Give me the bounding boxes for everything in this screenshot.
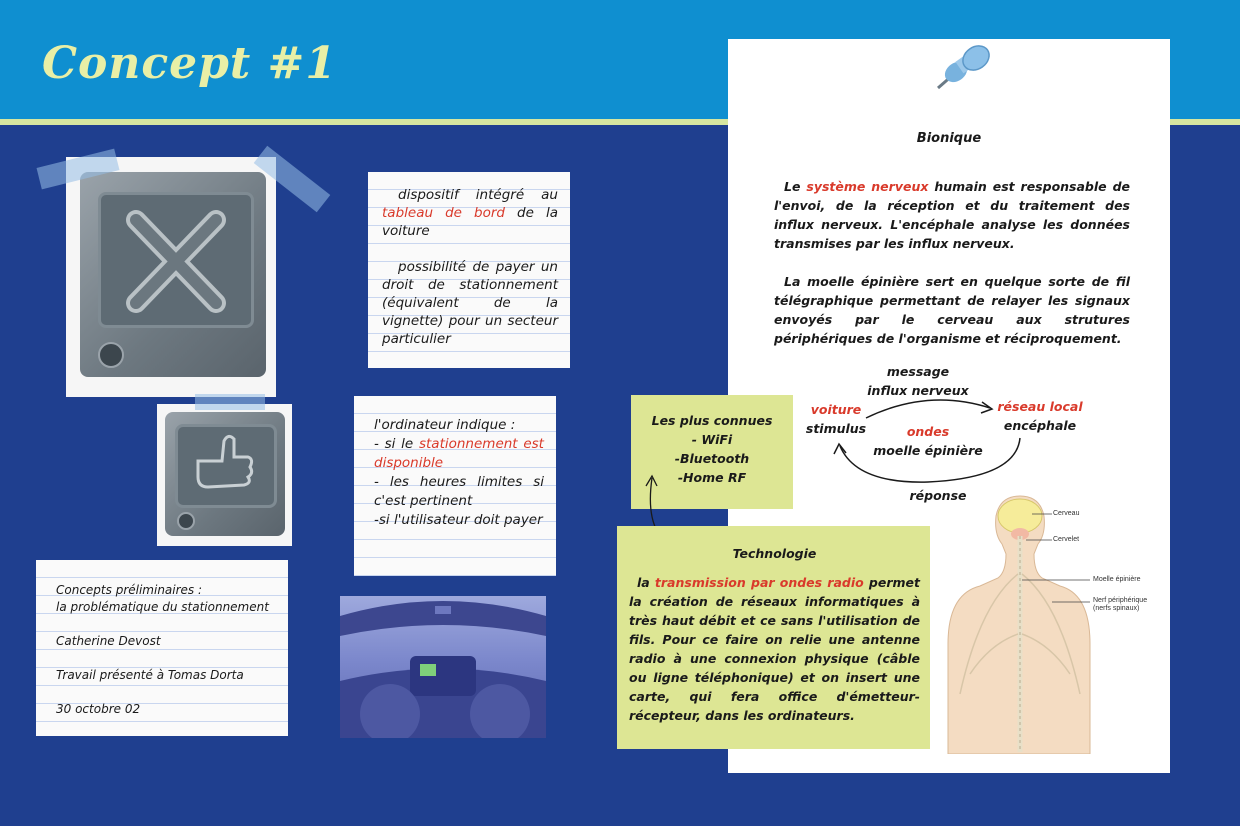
known-title: Les plus connues xyxy=(651,413,773,428)
label-cerveau: Cerveau xyxy=(1053,510,1080,517)
credits-date: 30 octobre 02 xyxy=(56,702,141,716)
diagram-stimulus: stimulus xyxy=(805,421,867,436)
tape-small xyxy=(195,394,265,410)
thumbs-up-icon xyxy=(178,427,274,505)
diagram-middle-node xyxy=(868,422,988,460)
push-pin-icon xyxy=(932,42,992,94)
dashboard-note-p2: possibilité de payer un droit de stationnement (équivalent de la vignette) pour un secteur particulier xyxy=(382,259,558,347)
device-screen-small xyxy=(175,424,277,508)
label-moelle: Moelle épinière xyxy=(1093,576,1141,583)
technologie-text: la transmission par ondes radio permet la création de réseaux informatiques à très haut débit et ce sans l'utilisation de fils. Pour ce faire on relie une antenne radio à une connexion physique (câble ou ligne téléphonique) et on insert une carte, qui fera office d'émetteur-récepteur, dans les ordinateurs. xyxy=(629,575,921,723)
credits-l2: la problématique du stationnement xyxy=(56,600,269,614)
device-button-small xyxy=(177,512,195,530)
x-mark-icon xyxy=(101,195,251,325)
diagram-moelle: moelle épinière xyxy=(873,443,983,458)
known-item-bluetooth: -Bluetooth xyxy=(674,451,750,466)
device-x-card xyxy=(66,157,276,397)
credits-l1: Concepts préliminaires : xyxy=(56,583,203,597)
bionique-p2: La moelle épinière sert en quelque sorte de fil télégraphique permettant de relayer les signaux envoyés par le cerveau aux strutures périphériques de l'organisme et réciproquement. xyxy=(774,274,1130,346)
diagram-right-node xyxy=(980,397,1100,435)
credits-presented: Travail présenté à Tomas Dorta xyxy=(56,668,244,682)
device-button xyxy=(98,342,124,368)
diagram-ondes: ondes xyxy=(906,424,950,439)
known-item-homerf: -Home RF xyxy=(677,470,747,485)
technologie-note xyxy=(617,526,930,749)
page-title: Concept #1 xyxy=(42,38,338,89)
computer-note-l3: -si l'utilisateur doit payer xyxy=(374,512,543,528)
credits-author: Catherine Devost xyxy=(56,634,161,648)
technologie-heading: Technologie xyxy=(732,546,817,561)
diagram-influx: influx nerveux xyxy=(867,383,969,398)
label-nerf xyxy=(1093,597,1147,613)
diagram-voiture: voiture xyxy=(810,402,862,417)
device-screen xyxy=(98,192,254,328)
bionique-heading: Bionique xyxy=(916,131,982,146)
computer-note-l2: - les heures limites si c'est pertinent xyxy=(374,474,544,509)
anatomy-illustration xyxy=(940,494,1165,754)
dashboard-note xyxy=(368,172,570,368)
label-nerf-2: (nerfs spinaux) xyxy=(1093,605,1140,612)
diagram-message: message xyxy=(886,364,950,379)
car-interior-photo xyxy=(340,596,546,738)
diagram-reseau: réseau local xyxy=(997,399,1083,414)
diagram-reponse: réponse xyxy=(909,488,967,503)
computer-note-intro: l'ordinateur indique : xyxy=(374,417,516,433)
bionique-text xyxy=(774,177,1130,348)
known-item-wifi: - WiFi xyxy=(691,432,733,447)
bionique-p1: Le système nerveux humain est responsable de l'envoi, de la réception et du traitement des influx nerveux. L'encéphale analyse les données transmises par les influx nerveux. xyxy=(774,179,1130,251)
diagram-left-node xyxy=(796,400,876,438)
dashboard-note-p1: dispositif intégré au tableau de bord de la voiture xyxy=(382,187,558,239)
computer-note xyxy=(354,396,556,576)
diagram-encephale: encéphale xyxy=(1003,418,1077,433)
computer-note-l1: - si le stationnement est disponible xyxy=(374,436,544,471)
credits-note xyxy=(36,560,288,736)
device-thumb-card xyxy=(157,404,292,546)
device-frame-small xyxy=(165,412,285,536)
label-cervelet: Cervelet xyxy=(1053,536,1080,543)
label-nerf-1: Nerf périphérique xyxy=(1093,597,1148,604)
car-interior-illustration xyxy=(340,596,546,738)
device-frame xyxy=(80,172,266,377)
